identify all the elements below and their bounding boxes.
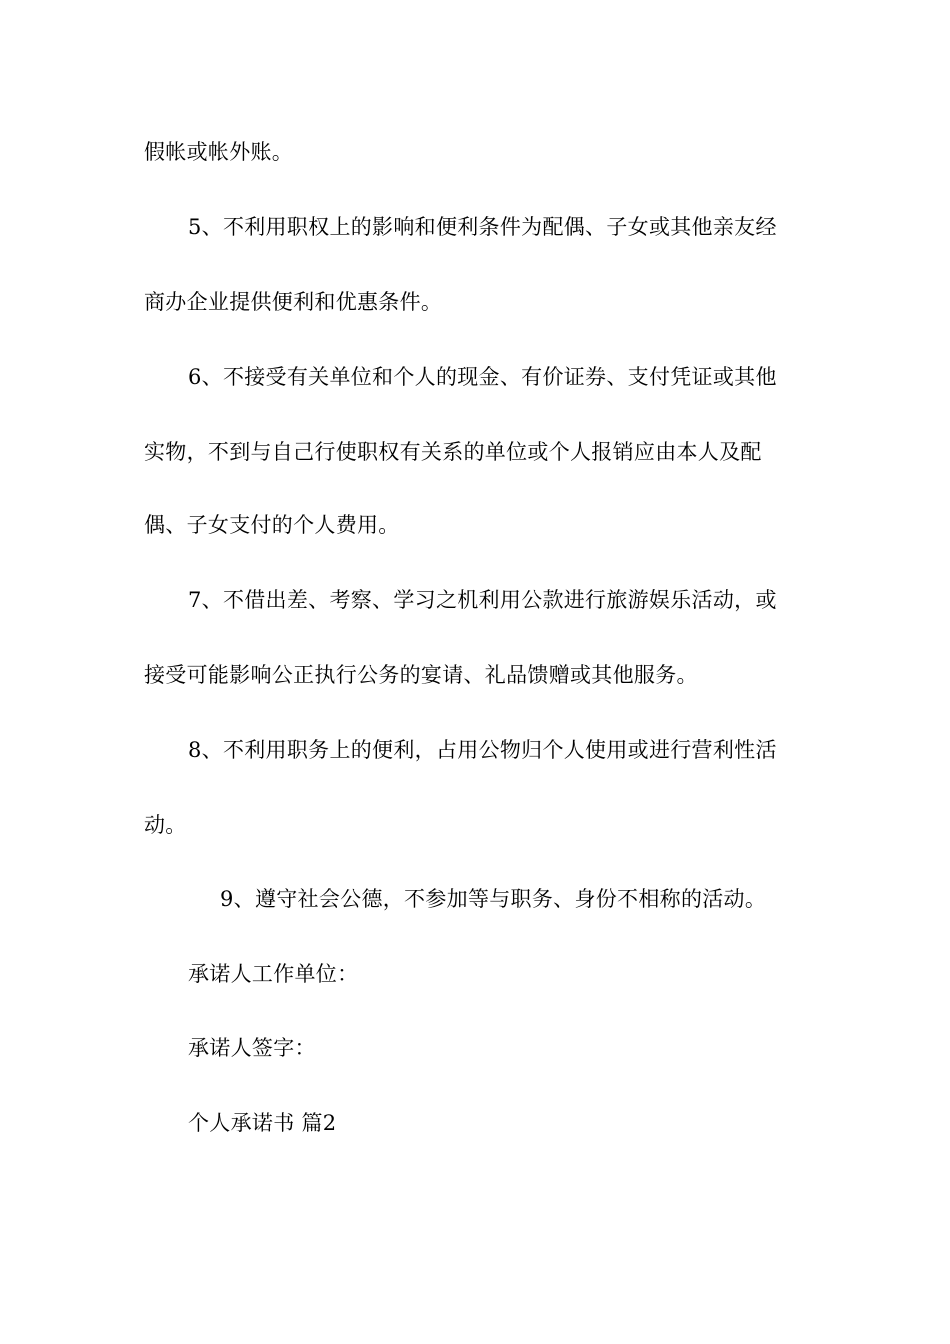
promisor-signature-label: 承诺人签字： [188,1036,316,1060]
text-line-continuation: 假帐或帐外账。 [144,140,294,164]
clause-6-line-1: 6、不接受有关单位和个人的现金、有价证券、支付凭证或其他 [188,365,777,389]
clause-9-line: 9、遵守社会公德，不参加等与职务、身份不相称的活动。 [220,887,767,911]
clause-6-line-3: 偶、子女支付的个人费用。 [144,513,400,537]
section-title: 个人承诺书 篇2 [188,1111,337,1135]
clause-5-line-1: 5、不利用职权上的影响和便利条件为配偶、子女或其他亲友经 [188,215,777,239]
clause-7-line-1: 7、不借出差、考察、学习之机利用公款进行旅游娱乐活动，或 [188,588,777,612]
clause-8-line-1: 8、不利用职务上的便利，占用公物归个人使用或进行营利性活 [188,738,777,762]
clause-6-line-2: 实物，不到与自己行使职权有关系的单位或个人报销应由本人及配 [144,440,762,464]
clause-7-line-2: 接受可能影响公正执行公务的宴请、礼品馈赠或其他服务。 [144,663,698,687]
promisor-unit-label: 承诺人工作单位： [188,962,359,986]
clause-5-line-2: 商办企业提供便利和优惠条件。 [144,290,443,314]
clause-8-line-2: 动。 [144,813,187,837]
